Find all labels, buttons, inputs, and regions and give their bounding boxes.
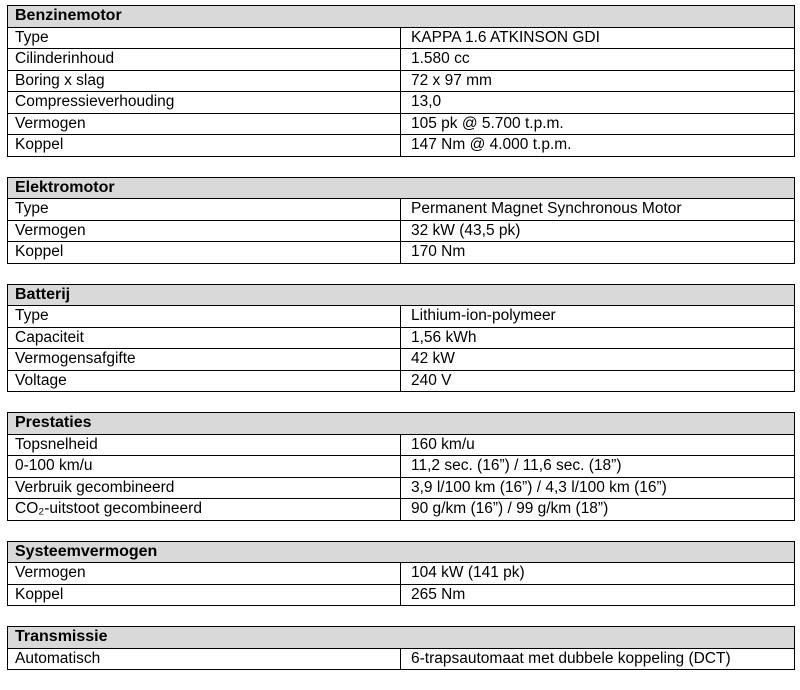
spec-label: Verbruik gecombineerd <box>8 477 401 499</box>
spec-value: 90 g/km (16”) / 99 g/km (18”) <box>401 499 795 521</box>
spec-label: Vermogensafgifte <box>8 349 401 371</box>
spec-value: 147 Nm @ 4.000 t.p.m. <box>401 135 795 157</box>
spec-row <box>8 370 795 392</box>
spec-row <box>8 135 795 157</box>
section-title: Benzinemotor <box>8 6 795 28</box>
spec-row <box>8 92 795 114</box>
spec-row <box>8 499 795 521</box>
spec-value: 105 pk @ 5.700 t.p.m. <box>401 113 795 135</box>
spec-label: Koppel <box>8 584 401 606</box>
section-title: Elektromotor <box>8 177 795 199</box>
section-title: Systeemvermogen <box>8 541 795 563</box>
spec-row <box>8 220 795 242</box>
spec-row <box>8 648 795 670</box>
spec-table-transmissie <box>7 626 795 670</box>
spec-document <box>7 5 794 690</box>
spec-label: Koppel <box>8 242 401 264</box>
section-title: Prestaties <box>8 413 795 435</box>
section-header <box>8 627 795 649</box>
section-header <box>8 6 795 28</box>
spec-value: 160 km/u <box>401 434 795 456</box>
spec-row <box>8 563 795 585</box>
spec-label: Voltage <box>8 370 401 392</box>
spec-label: Koppel <box>8 135 401 157</box>
spec-label: Vermogen <box>8 113 401 135</box>
spec-value: 240 V <box>401 370 795 392</box>
spec-label: Vermogen <box>8 563 401 585</box>
spec-value: 32 kW (43,5 pk) <box>401 220 795 242</box>
spec-value: 265 Nm <box>401 584 795 606</box>
spec-value: 104 kW (141 pk) <box>401 563 795 585</box>
spec-table-elektromotor <box>7 177 795 264</box>
spec-table-prestaties <box>7 412 795 521</box>
spec-value: 6-trapsautomaat met dubbele koppeling (DCT) <box>401 648 795 670</box>
spec-row <box>8 327 795 349</box>
spec-label: Compressieverhouding <box>8 92 401 114</box>
spec-label: Type <box>8 306 401 328</box>
spec-value: 170 Nm <box>401 242 795 264</box>
section-header <box>8 284 795 306</box>
spec-label: Capaciteit <box>8 327 401 349</box>
spec-row <box>8 199 795 221</box>
spec-value: Lithium-ion-polymeer <box>401 306 795 328</box>
spec-label: Topsnelheid <box>8 434 401 456</box>
spec-label: Cilinderinhoud <box>8 49 401 71</box>
section-header <box>8 177 795 199</box>
spec-value: Permanent Magnet Synchronous Motor <box>401 199 795 221</box>
section-header <box>8 541 795 563</box>
spec-row <box>8 49 795 71</box>
spec-value: 42 kW <box>401 349 795 371</box>
spec-value: 13,0 <box>401 92 795 114</box>
spec-row <box>8 349 795 371</box>
spec-value: 1,56 kWh <box>401 327 795 349</box>
spec-label: Automatisch <box>8 648 401 670</box>
spec-row <box>8 306 795 328</box>
spec-label: Boring x slag <box>8 70 401 92</box>
spec-row <box>8 70 795 92</box>
spec-row <box>8 584 795 606</box>
spec-label: Type <box>8 27 401 49</box>
spec-value: 1.580 cc <box>401 49 795 71</box>
spec-label: 0-100 km/u <box>8 456 401 478</box>
section-header <box>8 413 795 435</box>
spec-value: 11,2 sec. (16”) / 11,6 sec. (18”) <box>401 456 795 478</box>
spec-value: KAPPA 1.6 ATKINSON GDI <box>401 27 795 49</box>
spec-row <box>8 27 795 49</box>
spec-value: 72 x 97 mm <box>401 70 795 92</box>
spec-row <box>8 242 795 264</box>
section-title: Batterij <box>8 284 795 306</box>
spec-row <box>8 113 795 135</box>
spec-row <box>8 477 795 499</box>
spec-label: CO₂-uitstoot gecombineerd <box>8 499 401 521</box>
spec-label: Vermogen <box>8 220 401 242</box>
spec-table-benzinemotor <box>7 5 795 157</box>
spec-row <box>8 456 795 478</box>
spec-label: Type <box>8 199 401 221</box>
spec-table-systeemvermogen <box>7 541 795 607</box>
spec-value: 3,9 l/100 km (16”) / 4,3 l/100 km (16”) <box>401 477 795 499</box>
spec-row <box>8 434 795 456</box>
section-title: Transmissie <box>8 627 795 649</box>
spec-table-batterij <box>7 284 795 393</box>
